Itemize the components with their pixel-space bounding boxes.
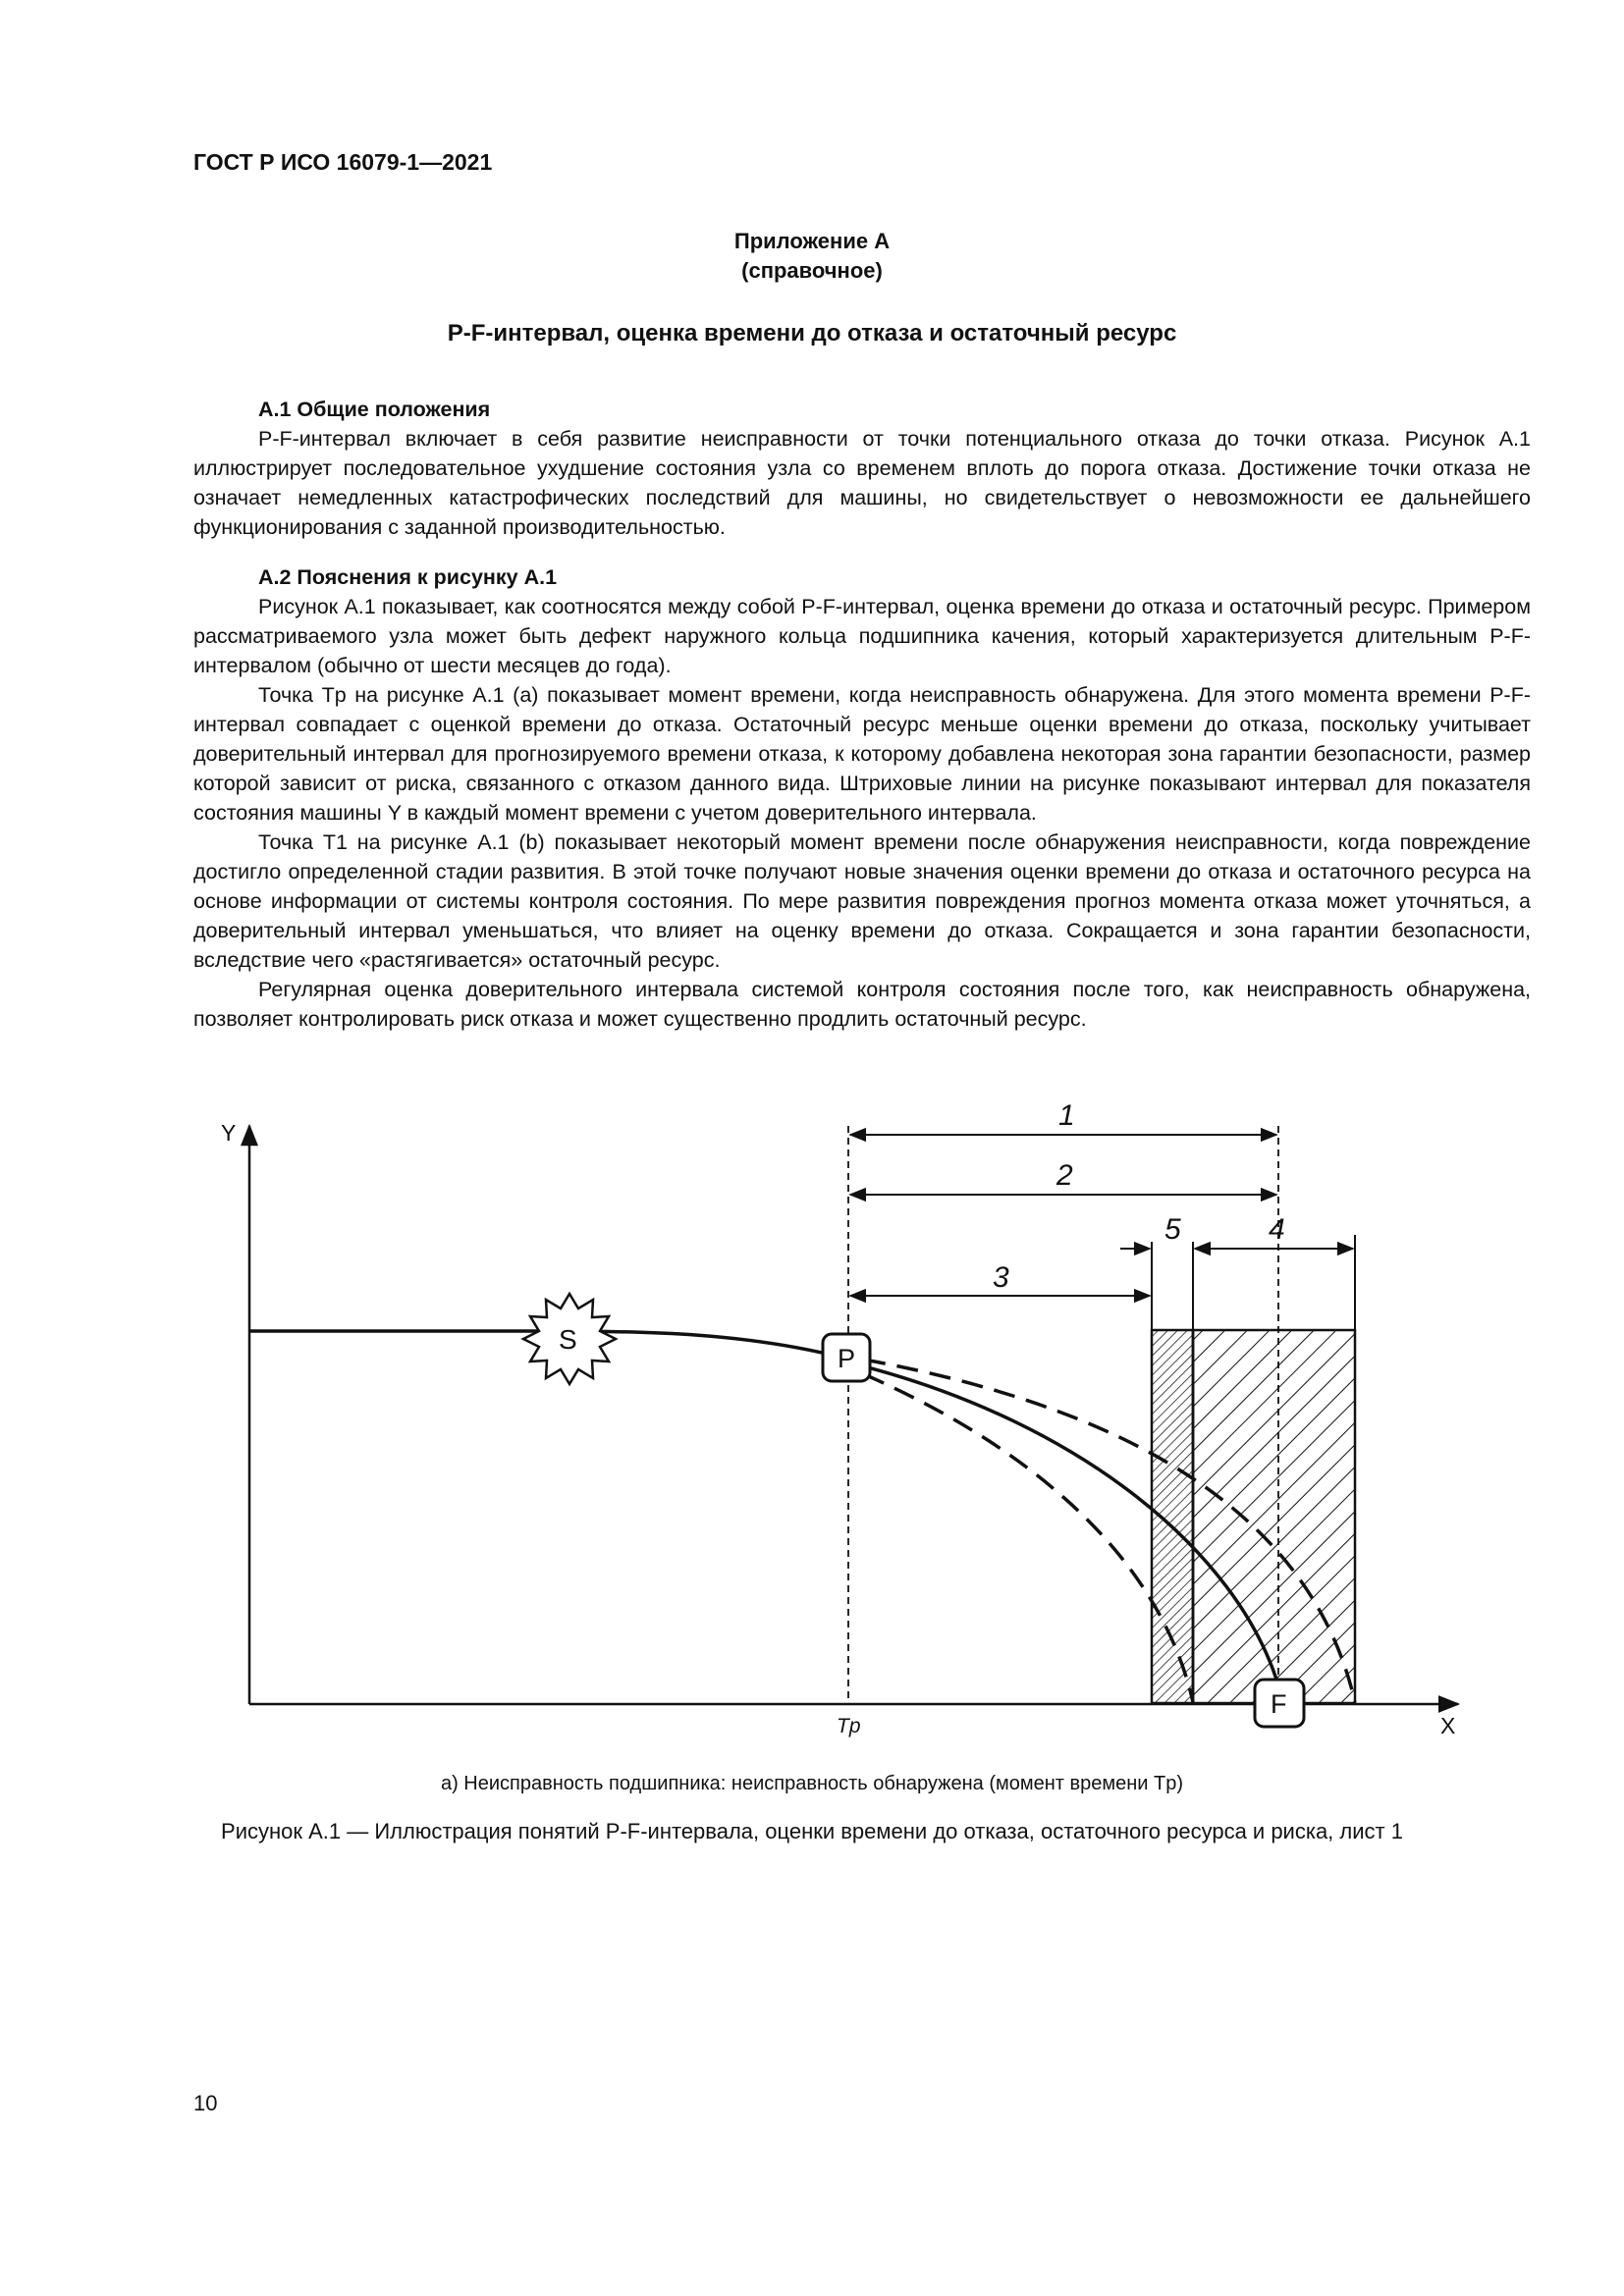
point-f-label: F (1271, 1689, 1287, 1719)
section-heading: А.1 Общие положения (258, 398, 491, 421)
confidence-zone-region (1193, 1330, 1355, 1703)
callout-3: 3 (993, 1261, 1009, 1294)
paragraph: Точка T1 на рисунке А.1 (b) показывает некоторый момент времени после обнаружения неисправности, когда повреждение достигло определенной стадии развития. В этой точке получают новые значения оценки времени до отказа и остаточного ресурса на основе информации от системы контроля состояния. По мере развития повреждения прогноз момента отказа может уточняться, а доверительный интервал уменьшаться, что влияет на оценку времени до отказа. Сокращается и зона гарантии безопасности, вследствие чего «растягивается» остаточный ресурс. (193, 830, 1531, 972)
page-number: 10 (193, 2091, 218, 2115)
annex-status: (справочное) (741, 258, 883, 283)
y-axis-label: Y (221, 1120, 237, 1146)
x-axis-label: X (1440, 1713, 1456, 1738)
figure-subcaption: а) Неисправность подшипника: неисправность обнаружена (момент времени Tp) (440, 1773, 1184, 1794)
callout-5: 5 (1164, 1213, 1181, 1246)
point-s-label: S (559, 1324, 577, 1355)
document-title: P-F-интервал, оценка времени до отказа и остаточный ресурс (447, 320, 1177, 347)
point-p-label: P (838, 1344, 856, 1373)
paragraph: P-F-интервал включает в себя развитие неисправности от точки потенциального отказа до точки отказа. Рисунок А.1 иллюстрирует последовательное ухудшение состояния узла со временем вплоть до порога отказа. Достижение точки отказа не означает немедленных катастрофических последствий для машины, но свидетельствует о невозможности ее дальнейшего функционирования с заданной производительностью. (193, 427, 1531, 539)
safety-zone-region (1152, 1330, 1193, 1703)
figure-caption: Рисунок А.1 — Иллюстрация понятий P-F-интервала, оценки времени до отказа, остаточного ресурса и риска, лист 1 (221, 1819, 1403, 1843)
callout-4: 4 (1269, 1213, 1285, 1246)
confidence-lower-curve (864, 1374, 1193, 1702)
paragraph: Точка Tp на рисунке А.1 (a) показывает момент времени, когда неисправность обнаружена. Для этого момента времени P-F-интервал совпадает с оценкой времени до отказа. Остаточный ресурс меньше оценки времени до отказа, поскольку учитывает доверительный интервал для прогнозируемого времени отказа, к которому добавлена некоторая зона гарантии безопасности, размер которой зависит от риска, связанного с отказом данного вида. Штриховые линии на рисунке показывают интервал для показателя состояния машины Y в каждый момент времени с учетом доверительного интервала. (193, 683, 1531, 825)
annex-title: Приложение А (733, 229, 891, 253)
callout-1: 1 (1058, 1099, 1075, 1132)
callout-2: 2 (1056, 1159, 1073, 1192)
standard-id: ГОСТ Р ИСО 16079-1—2021 (193, 149, 493, 175)
section-heading: А.2 Пояснения к рисунку А.1 (258, 565, 558, 589)
paragraph: Рисунок А.1 показывает, как соотносятся между собой P-F-интервал, оценка времени до отказа и остаточный ресурс. Примером рассматриваемого узла может быть дефект наружного кольца подшипника качения, который характеризуется длительным P-F-интервалом (обычно от шести месяцев до года). (193, 595, 1531, 677)
tp-label: Tp (837, 1715, 861, 1737)
paragraph: Регулярная оценка доверительного интервала системой контроля состояния после того, как неисправность обнаружена, позволяет контролировать риск отказа и может существенно продлить остаточный ресурс. (193, 978, 1531, 1031)
